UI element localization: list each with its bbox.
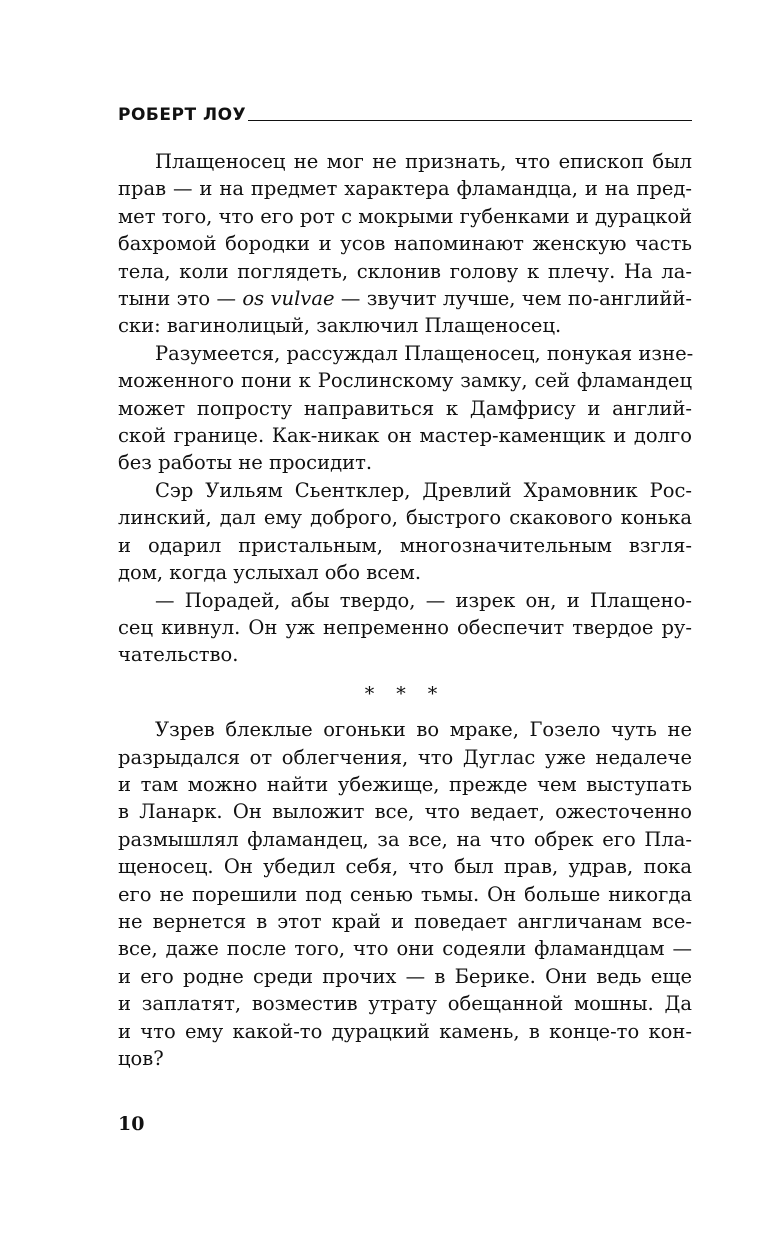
- text-line: щеносец. Он убедил себя, что был прав, удрав, пока: [118, 855, 692, 879]
- text-line: моженного пони к Рослинскому замку, сей фламандец: [118, 369, 692, 393]
- paragraph-3: [118, 477, 692, 587]
- text-line: не вернется в этот край и поведает англичанам все-: [118, 909, 692, 933]
- paragraph-2: [118, 340, 692, 477]
- text-line: все, даже после того, что они содеяли фламандцам —: [118, 937, 692, 961]
- text-line: дом, когда услыхал обо всем.: [118, 561, 422, 585]
- text-line: и одарил пристальным, многозначительным взгля-: [118, 533, 692, 557]
- text-line: Плащеносец не мог не признать, что епископ был: [155, 150, 692, 173]
- text-line: — Порадей, абы твердо, — изрек он, и Плащено-: [155, 588, 692, 612]
- text-line: прав — и на предмет характера фламандца, и на пред-: [118, 177, 692, 201]
- paragraph-5: [118, 716, 692, 1072]
- scene-break: * * *: [364, 682, 446, 705]
- text-line: может попросту направиться к Дамфрису и англий-: [118, 396, 692, 420]
- text-line: Сэр Уильям Сьентклер, Древлий Храмовник Рос-: [155, 478, 692, 502]
- text-line: его не порешили под сенью тьмы. Он больше никогда: [118, 882, 692, 906]
- text-line: цов?: [118, 1046, 164, 1070]
- text-line: мет того, что его рот с мокрыми губенками и дурацкой: [118, 204, 693, 228]
- text-line: и заплатят, возместив утрату обещанной мошны. Да: [118, 992, 692, 1016]
- text-line: и там можно найти убежище, прежде чем выступать: [118, 772, 692, 796]
- text-line: чательство.: [118, 643, 239, 667]
- text-line: ски: вагинолицый, заключил Плащеносец.: [118, 314, 562, 338]
- text-line: размышлял фламандец, за все, на что обрек его Пла-: [118, 827, 692, 851]
- text-line: сец кивнул. Он уж непременно обеспечит твердое ру-: [118, 615, 692, 639]
- page-number: 10: [118, 1113, 145, 1135]
- text-fragment: тыни это —: [118, 287, 243, 311]
- text-line: линский, дал ему доброго, быстрого скакового конька: [118, 506, 692, 530]
- text-line: Разумеется, рассуждал Плащеносец, понукая изне-: [155, 341, 694, 365]
- running-head: [118, 104, 692, 128]
- text-line: в Ланарк. Он выложит все, что ведает, ожесточенно: [118, 800, 692, 824]
- text-line: без работы не просидит.: [118, 451, 373, 475]
- paragraph-1: [118, 148, 692, 340]
- text-line: разрыдался от облегчения, что Дуглас уже недалече: [118, 745, 692, 769]
- text-line: ской границе. Как-никак он мастер-каменщик и долго: [118, 424, 692, 448]
- text-line: тела, коли поглядеть, склонив голову к плечу. На ла-: [118, 259, 692, 283]
- text-line: и его родне среди прочих — в Берике. Они ведь еще: [118, 964, 692, 988]
- body-text: [118, 148, 692, 1072]
- text-line-with-latin: [118, 285, 692, 312]
- text-line: Узрев блеклые огоньки во мраке, Гозело чуть не: [155, 718, 692, 742]
- paragraph-4: [118, 587, 692, 669]
- text-line: бахромой бородки и усов напоминают женскую часть: [118, 232, 692, 256]
- text-fragment: — звучит лучше, чем по-английй-: [334, 287, 692, 311]
- running-head-author: РОБЕРТ ЛОУ: [118, 105, 247, 125]
- text-line: и что ему какой-то дурацкий камень, в конце-то кон-: [118, 1019, 692, 1043]
- latin-phrase: os vulvae: [242, 287, 335, 311]
